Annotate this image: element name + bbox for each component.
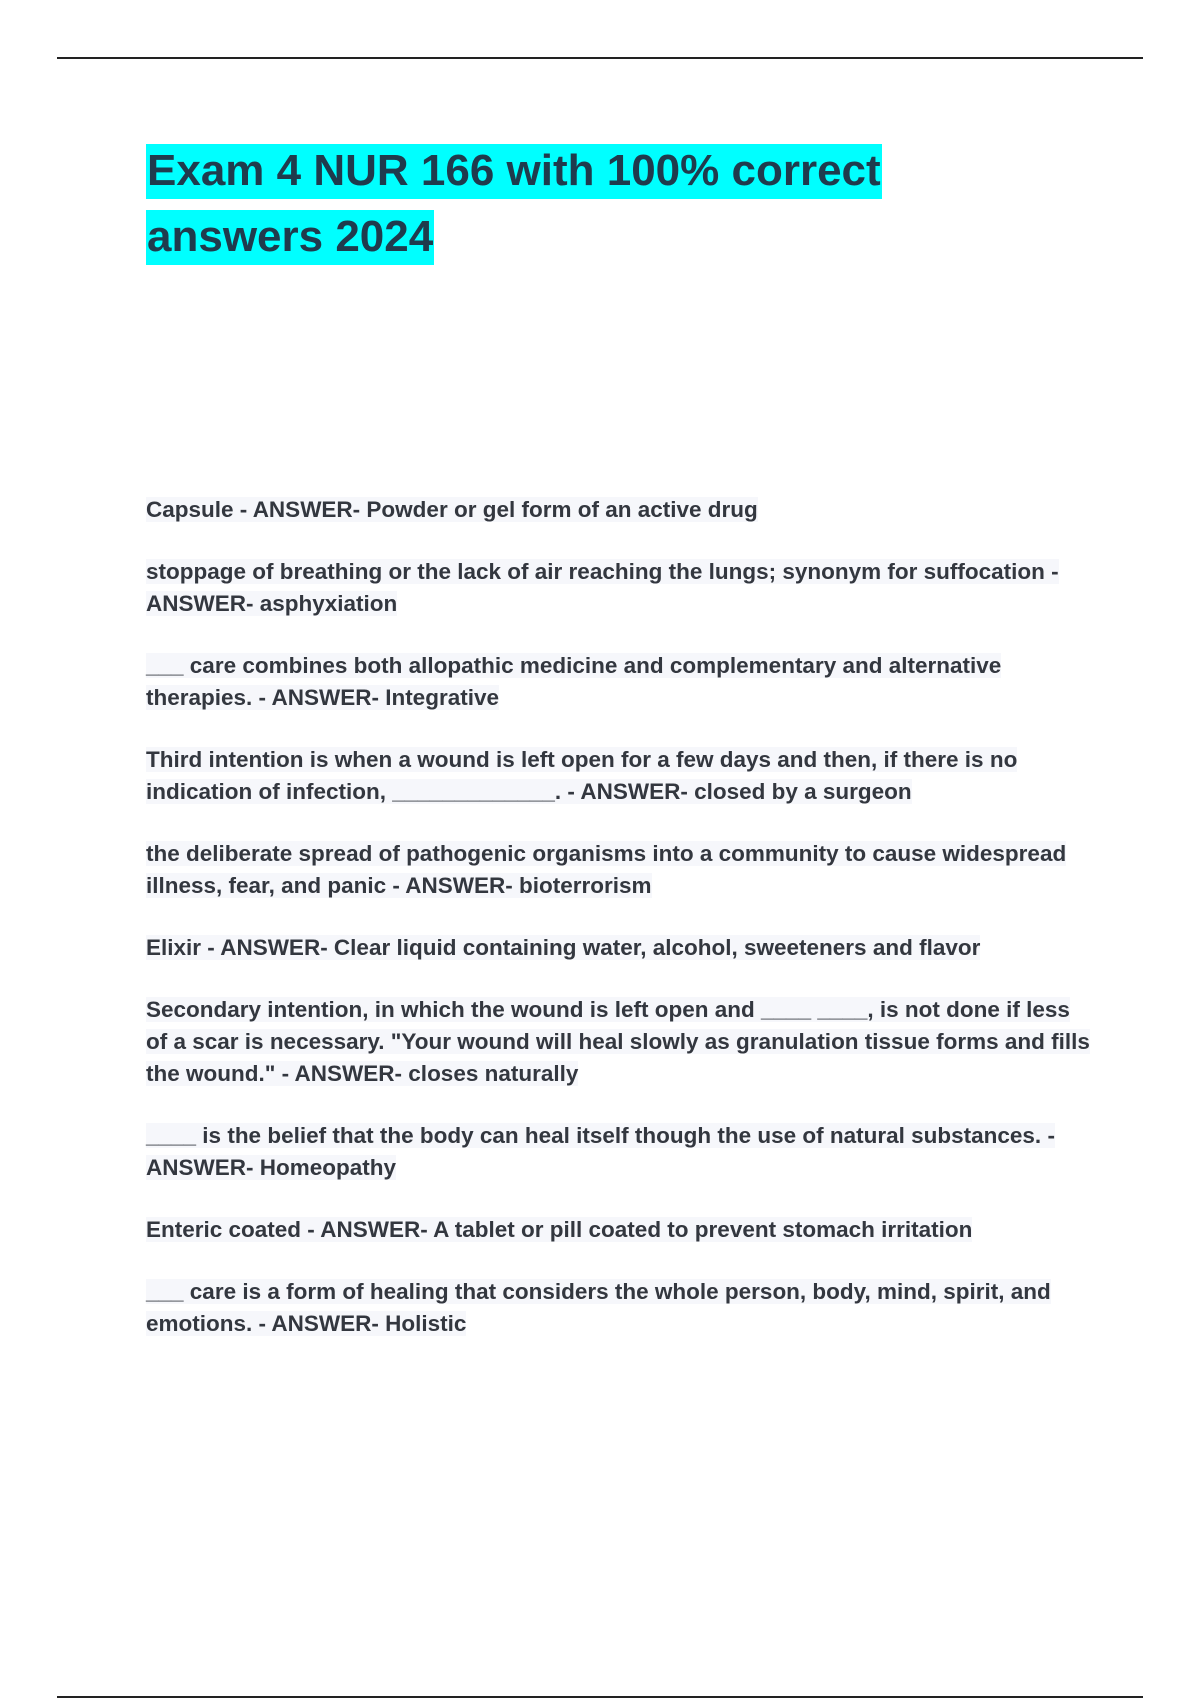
qa-item [146, 556, 1096, 620]
qa-item-text: stoppage of breathing or the lack of air reaching the lungs; synonym for suffocation - ANSWER- asphyxiation [146, 559, 1059, 616]
qa-item-text: ___ care is a form of healing that considers the whole person, body, mind, spirit, and emotions. - ANSWER- Holistic [146, 1279, 1051, 1336]
qa-item [146, 932, 1096, 964]
qa-item-text: Enteric coated - ANSWER- A tablet or pill coated to prevent stomach irritation [146, 1217, 973, 1242]
qa-item-text: Capsule - ANSWER- Powder or gel form of an active drug [146, 497, 758, 522]
qa-item-text: Elixir - ANSWER- Clear liquid containing water, alcohol, sweeteners and flavor [146, 935, 981, 960]
qa-item [146, 1120, 1096, 1184]
bottom-rule [57, 1696, 1143, 1698]
title-line-1: Exam 4 NUR 166 with 100% correct [146, 144, 882, 199]
top-rule [57, 57, 1143, 59]
qa-item-text: Secondary intention, in which the wound is left open and ____ ____, is not done if less of a scar is necessary. "Your wound will heal slowly as granulation tissue forms and fills the wound." - ANSWER- closes naturally [146, 997, 1090, 1086]
qa-item [146, 1214, 1096, 1246]
qa-list [146, 494, 1096, 1370]
qa-item-text: ___ care combines both allopathic medicine and complementary and alternative therapies. - ANSWER- Integrative [146, 653, 1002, 710]
qa-item-text: Third intention is when a wound is left open for a few days and then, if there is no indication of infection, _____________. - ANSWER- closed by a surgeon [146, 747, 1018, 804]
qa-item [146, 494, 1096, 526]
qa-item-text: the deliberate spread of pathogenic organisms into a community to cause widespread illness, fear, and panic - ANSWER- bioterrorism [146, 841, 1067, 898]
qa-item [146, 838, 1096, 902]
qa-item-text: ____ is the belief that the body can heal itself though the use of natural substances. - ANSWER- Homeopathy [146, 1123, 1055, 1180]
document-title [146, 138, 1106, 270]
qa-item [146, 1276, 1096, 1340]
qa-item [146, 744, 1096, 808]
qa-item [146, 650, 1096, 714]
qa-item [146, 994, 1096, 1090]
title-line-2: answers 2024 [146, 210, 434, 265]
